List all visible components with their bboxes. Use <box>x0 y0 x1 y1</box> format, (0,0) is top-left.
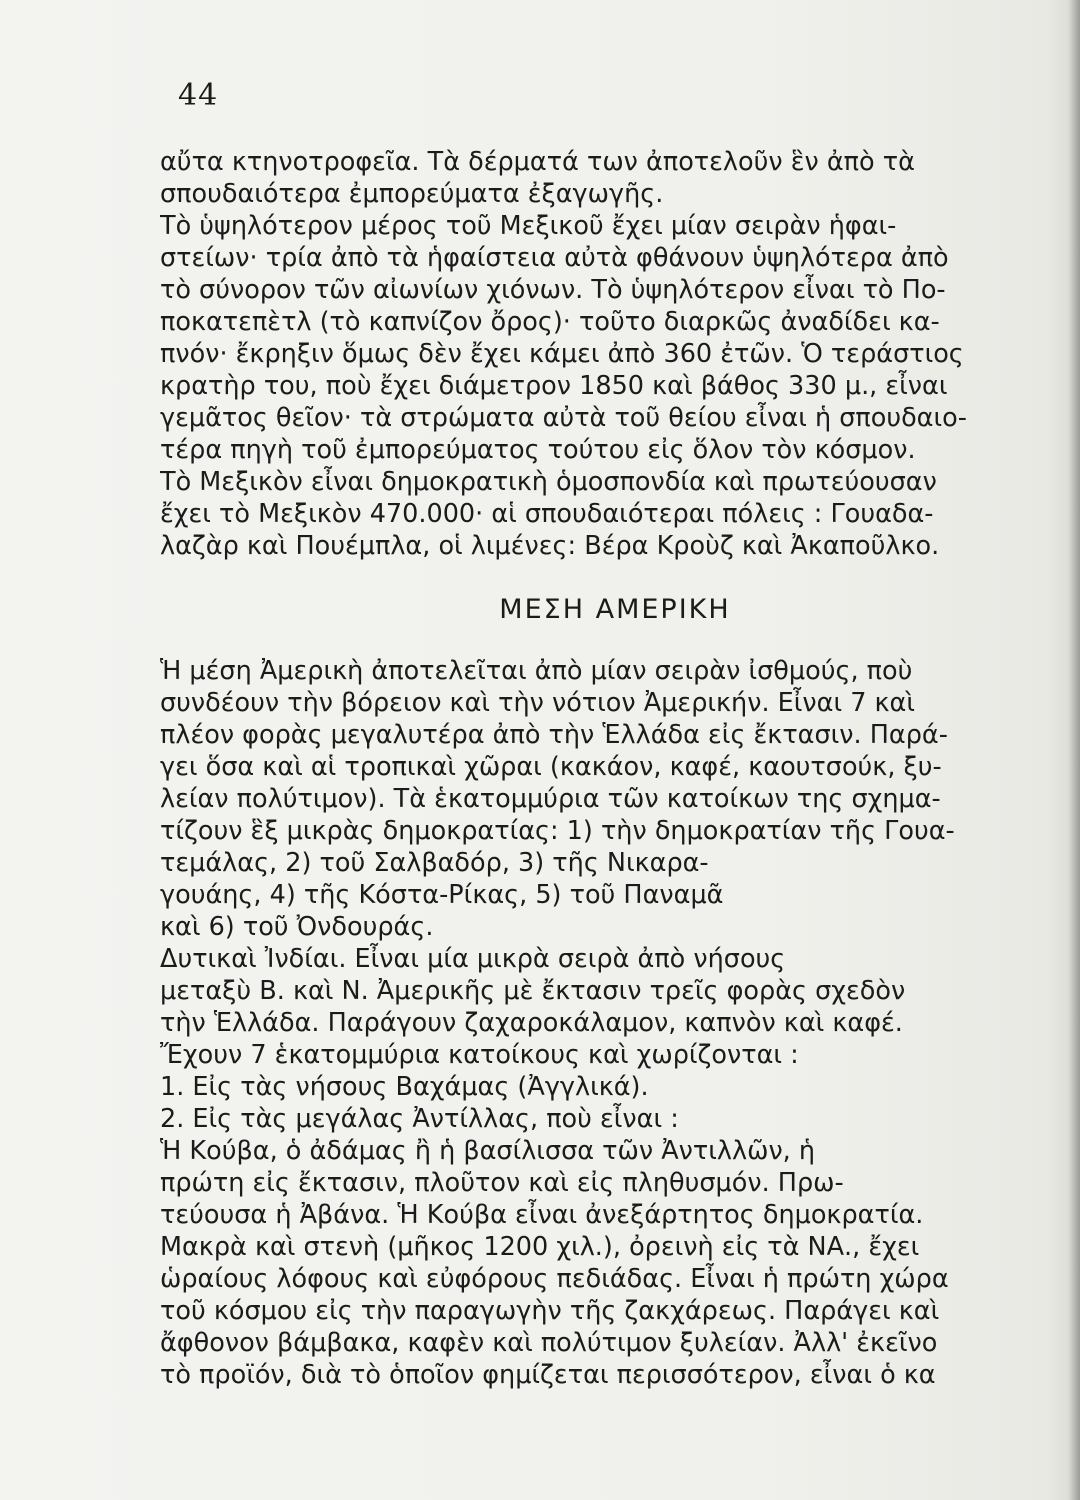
text-line: τὸ προϊόν, διὰ τὸ ὁποῖον φημίζεται περισσότερον, εἶναι ὁ κα <box>160 1360 936 1390</box>
text-line: λείαν πολύτιμον). Τὰ ἑκατομμύρια τῶν κατοίκων της σχημα- <box>160 784 941 814</box>
text-line: τεμάλας, 2) τοῦ Σαλβαδόρ, 3) τῆς Νικαρα- <box>160 848 709 878</box>
text-line: πλέον φορὰς μεγαλυτέρα ἀπὸ τὴν Ἑλλάδα εἰς ἔκτασιν. Παρά- <box>160 720 948 750</box>
text-line: τίζουν ἓξ μικρὰς δημοκρατίας: 1) τὴν δημοκρατίαν τῆς Γουα- <box>160 816 955 846</box>
text-line: τὸ σύνορον τῶν αἰωνίων χιόνων. Τὸ ὑψηλότερον εἶναι τὸ Πο- <box>160 275 946 305</box>
text-line: τοῦ κόσμου εἰς τὴν παραγωγὴν τῆς ζακχάρεως. Παράγει καὶ <box>160 1296 940 1326</box>
text-line: γουάης, 4) τῆς Κόστα-Ρίκας, 5) τοῦ Παναμᾶ <box>160 880 724 910</box>
text-line: γεμᾶτος θεῖον· τὰ στρώματα αὐτὰ τοῦ θείου εἶναι ἡ σπουδαιο- <box>160 403 967 433</box>
text-line: αὔτα κτηνοτροφεῖα. Τὰ δέρματά των ἀποτελοῦν ἓν ἀπὸ τὰ <box>160 147 915 177</box>
text-line: πνόν· ἔκρηξιν ὅμως δὲν ἔχει κάμει ἀπὸ 360 ἐτῶν. Ὁ τεράστιος <box>160 339 964 369</box>
text-line: πρώτη εἰς ἔκτασιν, πλοῦτον καὶ εἰς πληθυσμόν. Πρω- <box>160 1168 844 1198</box>
text-line: 2. Εἰς τὰς μεγάλας Ἀντίλλας, ποὺ εἶναι : <box>160 1104 679 1134</box>
text-line: συνδέουν τὴν βόρειον καὶ τὴν νότιον Ἀμερικήν. Εἶναι 7 καὶ <box>160 688 915 718</box>
text-line: ποκατεπὲτλ (τὸ καπνίζον ὄρος)· τοῦτο διαρκῶς ἀναδίδει κα- <box>160 307 940 337</box>
text-line: τεύουσα ἡ Ἀβάνα. Ἡ Κούβα εἶναι ἀνεξάρτητος δημοκρατία. <box>160 1200 924 1230</box>
text-line: Τὸ ὑψηλότερον μέρος τοῦ Μεξικοῦ ἔχει μίαν σειρὰν ἡφαι- <box>160 211 897 241</box>
text-line: τὴν Ἑλλάδα. Παράγουν ζαχαροκάλαμον, καπνὸν καὶ καφέ. <box>160 1008 903 1038</box>
text-line: σπουδαιότερα ἐμπορεύματα ἐξαγωγῆς. <box>160 179 664 209</box>
text-line: μεταξὺ Β. καὶ Ν. Ἀμερικῆς μὲ ἔκτασιν τρεῖς φορὰς σχεδὸν <box>160 976 906 1006</box>
text-line: ὡραίους λόφους καὶ εὐφόρους πεδιάδας. Εἶναι ἡ πρώτη χώρα <box>160 1264 949 1294</box>
page-number: 44 <box>178 78 219 113</box>
text-line: Ἡ μέση Ἀμερικὴ ἀποτελεῖται ἀπὸ μίαν σειρὰν ἰσθμούς, ποὺ <box>160 656 913 686</box>
text-line: λαζὰρ καὶ Πουέμπλα, οἱ λιμένες: Βέρα Κροὺζ καὶ Ἀκαποῦλκο. <box>160 531 940 561</box>
text-line: καὶ 6) τοῦ Ὀνδουράς. <box>160 912 434 942</box>
text-line: Μακρὰ καὶ στενὴ (μῆκος 1200 χιλ.), ὀρεινὴ εἰς τὰ ΝΑ., ἔχει <box>160 1232 920 1262</box>
text-line: Τὸ Μεξικὸν εἶναι δημοκρατικὴ ὁμοσπονδία καὶ πρωτεύουσαν <box>160 467 937 497</box>
text-line: κρατὴρ του, ποὺ ἔχει διάμετρον 1850 καὶ βάθος 330 μ., εἶναι <box>160 371 948 401</box>
text-line: Δυτικαὶ Ἰνδίαι. Εἶναι μία μικρὰ σειρὰ ἀπὸ νήσους <box>160 944 786 974</box>
section-heading: ΜΕΣΗ ΑΜΕΡΙΚΗ <box>499 594 731 625</box>
text-line: 1. Εἰς τὰς νήσους Βαχάμας (Ἀγγλικά). <box>160 1072 649 1102</box>
text-line: Ἡ Κούβα, ὁ ἀδάμας ἢ ἡ βασίλισσα τῶν Ἀντιλλῶν, ἡ <box>160 1136 816 1166</box>
text-line: στείων· τρία ἀπὸ τὰ ἡφαίστεια αὐτὰ φθάνουν ὑψηλότερα ἀπὸ <box>160 243 949 273</box>
text-line: ἔχει τὸ Μεξικὸν 470.000· αἱ σπουδαιότεραι πόλεις : Γουαδα- <box>160 499 934 529</box>
text-line: Ἔχουν 7 ἑκατομμύρια κατοίκους καὶ χωρίζονται : <box>160 1040 799 1070</box>
text-line: γει ὅσα καὶ αἱ τροπικαὶ χῶραι (κακάον, καφέ, καουτσούκ, ξυ- <box>160 752 942 782</box>
text-line: ἄφθονον βάμβακα, καφὲν καὶ πολύτιμον ξυλείαν. Ἀλλ' ἐκεῖνο <box>160 1328 938 1358</box>
text-line: τέρα πηγὴ τοῦ ἐμπορεύματος τούτου εἰς ὅλον τὸν κόσμον. <box>160 435 916 465</box>
